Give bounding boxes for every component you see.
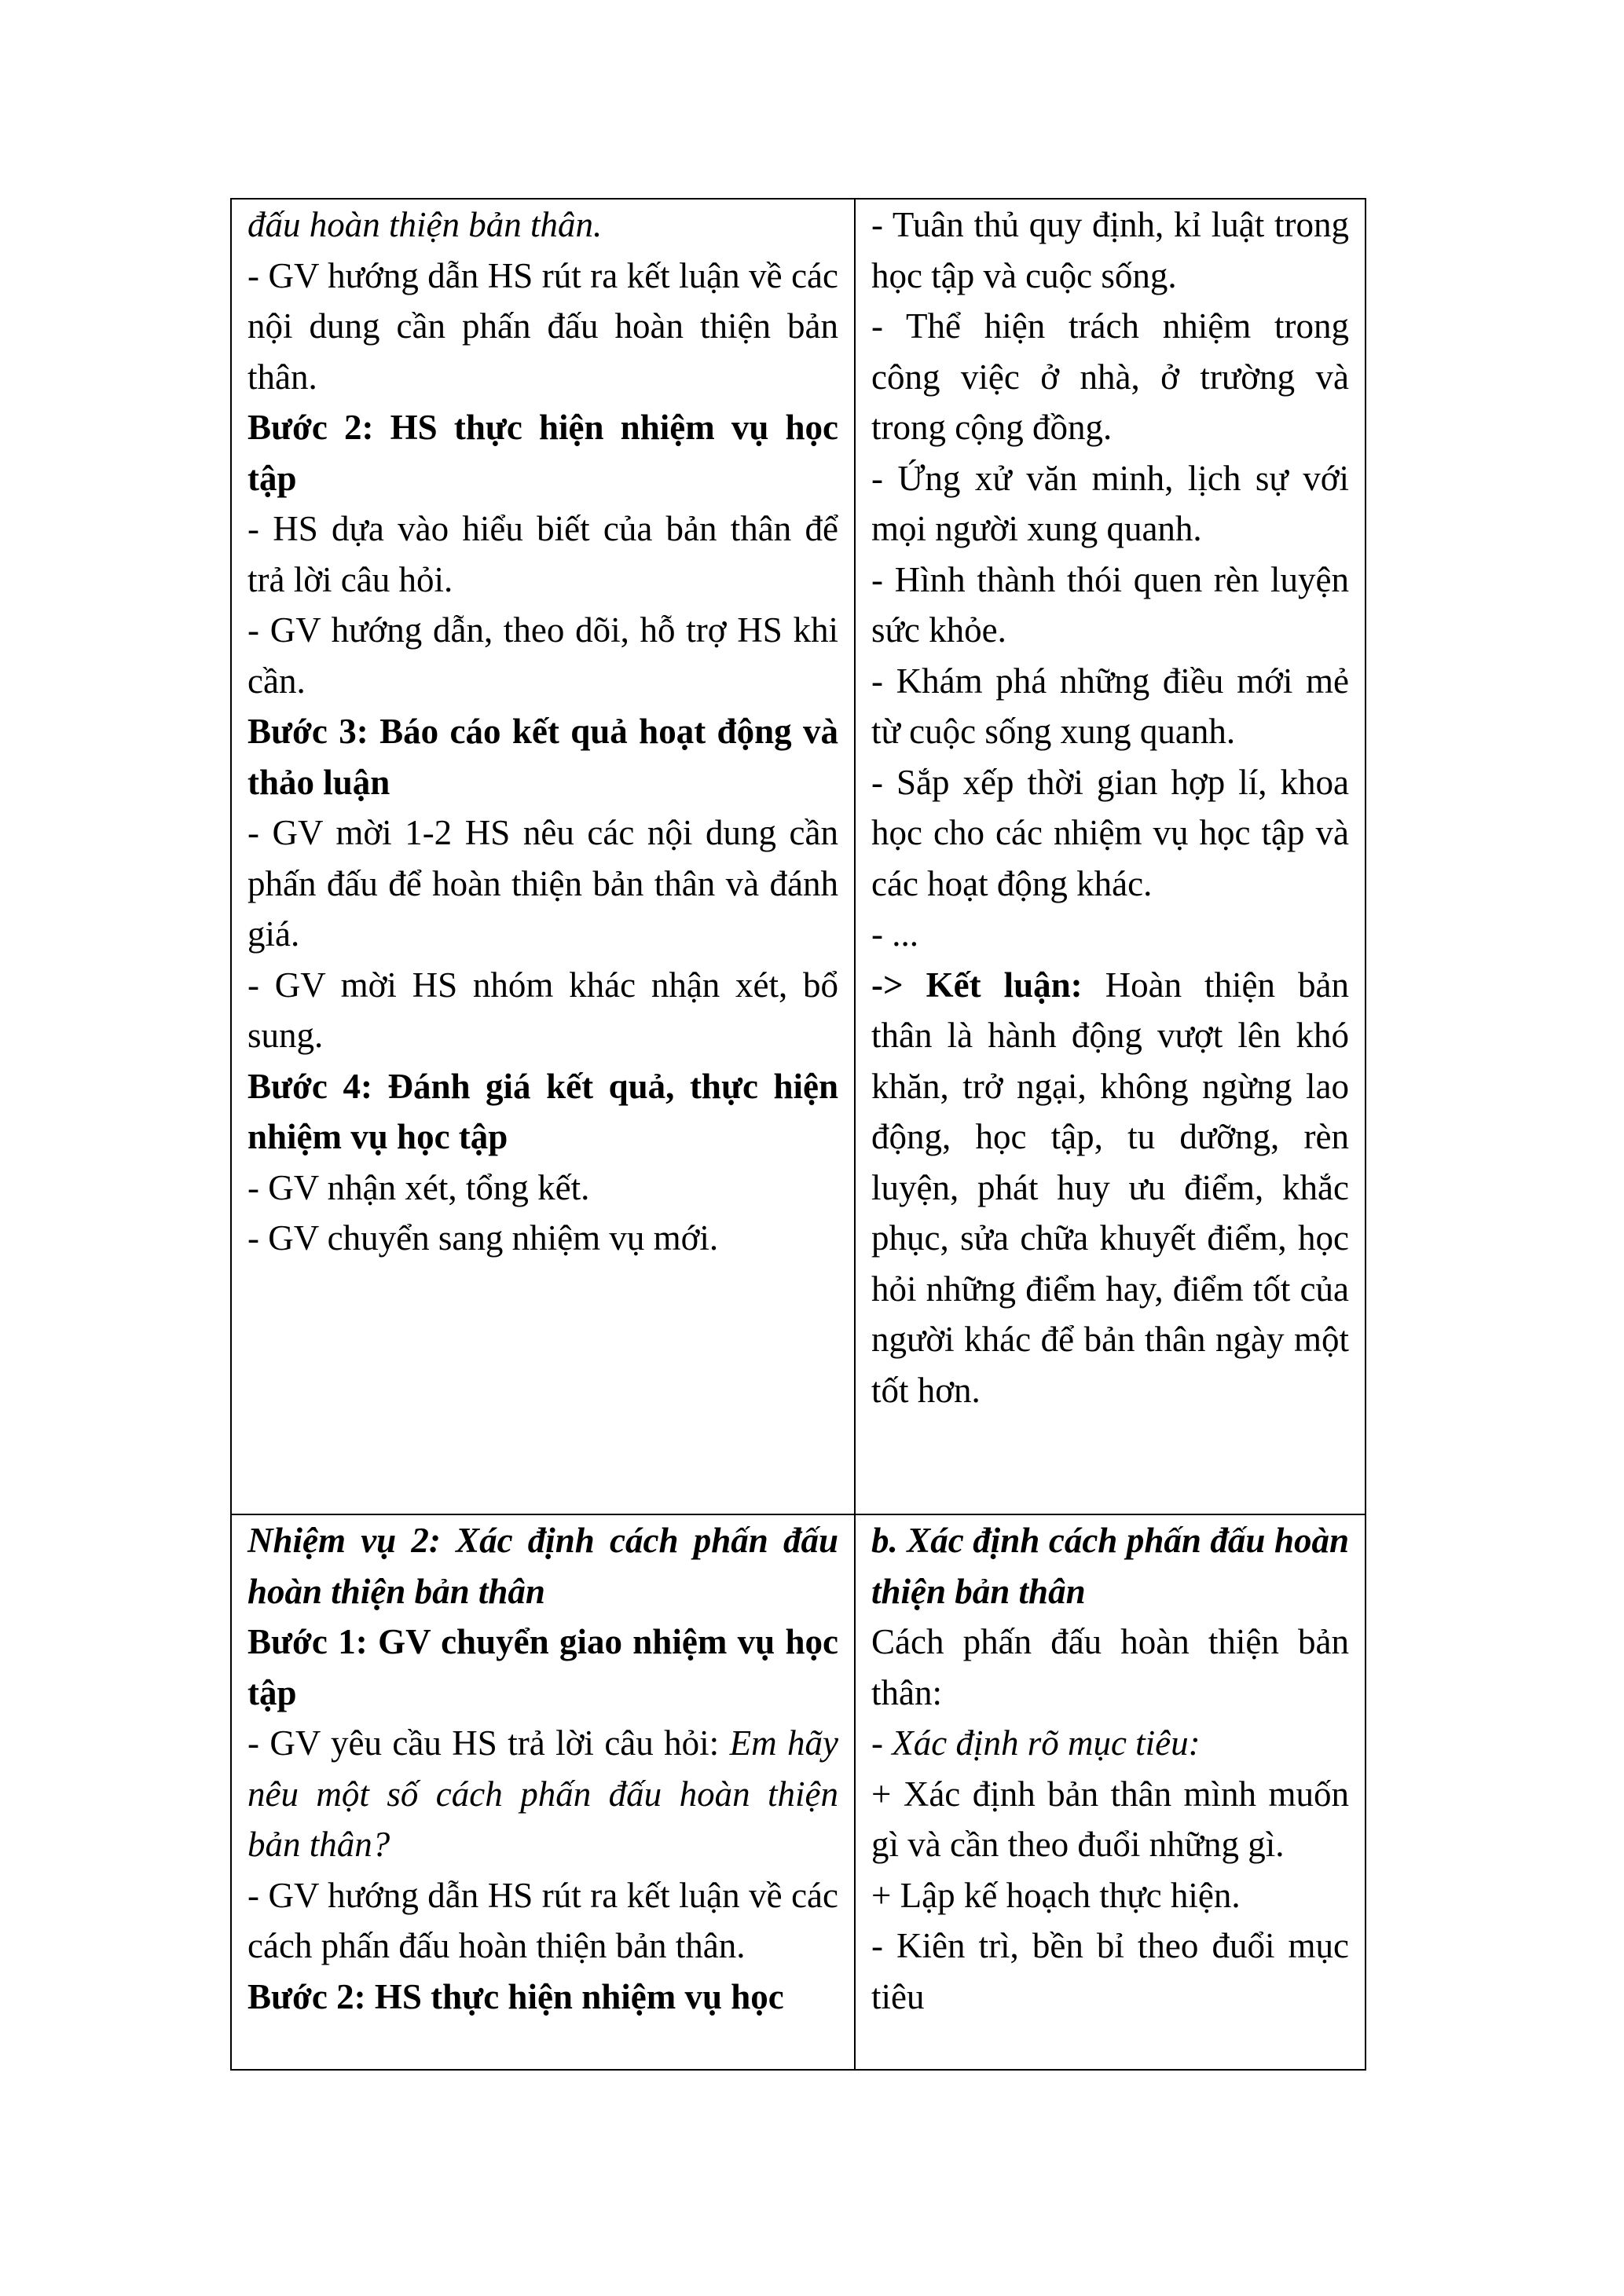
list-item: + Xác định bản thân mình muốn gì và cần theo đuổi những gì. (871, 1774, 1349, 1864)
paragraph: Cách phấn đấu hoàn thiện bản thân: (871, 1622, 1349, 1712)
list-item: - Khám phá những điều mới mẻ từ cuộc sống xung quanh. (871, 661, 1349, 751)
paragraph: - GV mời HS nhóm khác nhận xét, bổ sung. (247, 965, 838, 1055)
list-item: - Ứng xử văn minh, lịch sự với mọi người xung quanh. (871, 458, 1349, 548)
list-item: - Sắp xếp thời gian hợp lí, khoa học cho các nhiệm vụ học tập và các hoạt động khác. (871, 762, 1349, 903)
section-heading: b. Xác định cách phấn đấu hoàn thiện bản thân (871, 1521, 1349, 1611)
step-heading: Bước 1: GV chuyển giao nhiệm vụ học tập (247, 1622, 838, 1712)
content-cell (855, 1514, 1366, 2070)
table-row (231, 1514, 1366, 2070)
step-heading: Bước 2: HS thực hiện nhiệm vụ học tập (247, 408, 838, 498)
question-prefix: - GV yêu cầu HS trả lời câu hỏi: (247, 1723, 730, 1763)
list-item: - ... (871, 914, 918, 954)
teacher-activity-cell (231, 199, 855, 1514)
table-row (231, 199, 1366, 1514)
paragraph: - GV hướng dẫn HS rút ra kết luận về các cách phấn đấu hoàn thiện bản thân. (247, 1875, 838, 1965)
question-text: Em hãy nêu một số cách phấn đấu hoàn thiện bản thân? (247, 1723, 838, 1864)
paragraph: - GV hướng dẫn, theo dõi, hỗ trợ HS khi cần. (247, 610, 838, 701)
sub-heading: - Xác định rõ mục tiêu: (871, 1723, 1201, 1763)
step-heading: Bước 4: Đánh giá kết quả, thực hiện nhiệm vụ học tập (247, 1066, 838, 1156)
paragraph: - GV chuyển sang nhiệm vụ mới. (247, 1218, 719, 1258)
conclusion-label: -> Kết luận: (871, 965, 1083, 1005)
paragraph (247, 1718, 838, 1870)
step-heading: Bước 3: Báo cáo kết quả hoạt động và thảo luận (247, 712, 838, 802)
teacher-activity-cell (231, 1514, 855, 2070)
task-heading: Nhiệm vụ 2: Xác định cách phấn đấu hoàn thiện bản thân (247, 1521, 838, 1611)
paragraph: - GV mời 1-2 HS nêu các nội dung cần phấn đấu để hoàn thiện bản thân và đánh giá. (247, 813, 838, 954)
content-cell (855, 199, 1366, 1514)
list-item: - Kiên trì, bền bỉ theo đuổi mục tiêu (871, 1926, 1349, 2016)
conclusion-text: Hoàn thiện bản thân là hành động vượt lên khó khăn, trở ngại, không ngừng lao động, học tập, tu dưỡng, rèn luyện, phát huy ưu điểm, khắc phục, sửa chữa khuyết điểm, học hỏi những điểm hay, điểm tốt của người khác để bản thân ngày một tốt hơn. (871, 965, 1349, 1410)
list-item: + Lập kế hoạch thực hiện. (871, 1875, 1241, 1915)
list-item: - Hình thành thói quen rèn luyện sức khỏe. (871, 559, 1349, 650)
list-item: - Tuân thủ quy định, kỉ luật trong học tập và cuộc sống. (871, 205, 1349, 295)
paragraph: - HS dựa vào hiểu biết của bản thân để trả lời câu hỏi. (247, 509, 838, 599)
paragraph: - GV nhận xét, tổng kết. (247, 1167, 590, 1207)
lesson-plan-table (230, 198, 1366, 2071)
list-item: - Thể hiện trách nhiệm trong công việc ở nhà, ở trường và trong cộng đồng. (871, 306, 1349, 447)
paragraph: - GV hướng dẫn HS rút ra kết luận về các nội dung cần phấn đấu hoàn thiện bản thân. (247, 255, 838, 397)
conclusion (871, 960, 1349, 1416)
step-heading: Bước 2: HS thực hiện nhiệm vụ học (247, 1976, 784, 2016)
paragraph: đấu hoàn thiện bản thân. (247, 205, 603, 244)
